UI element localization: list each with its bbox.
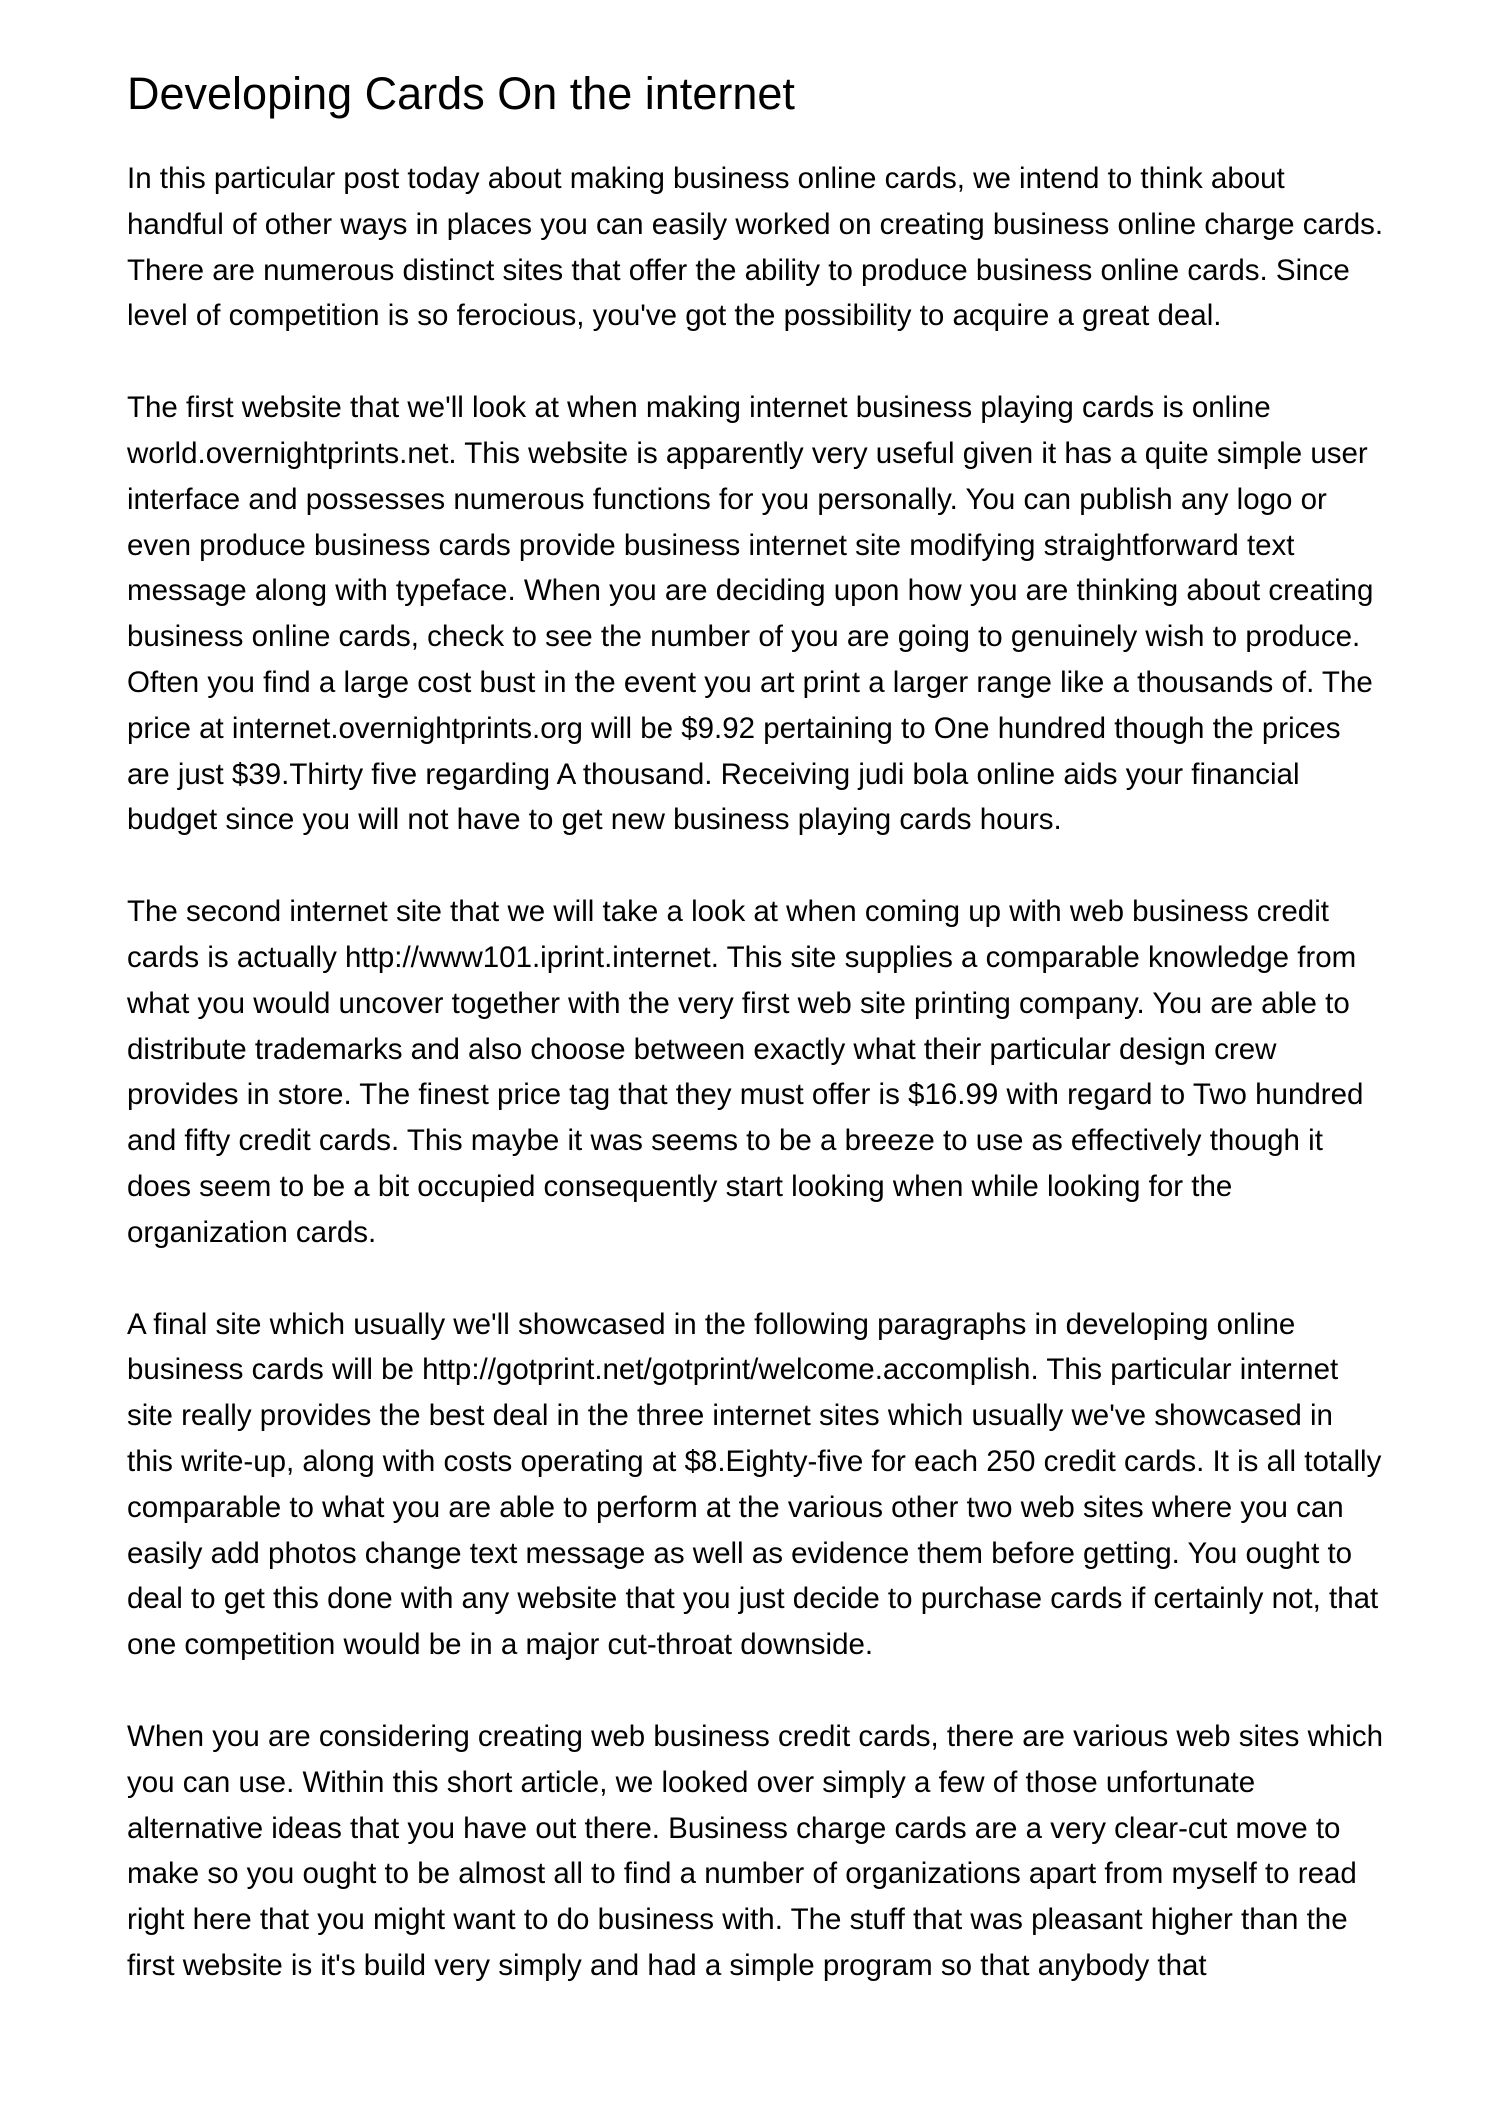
paragraph-second-website: The second internet site that we will take a look at when coming up with web business credit cards is actually http://www101.iprint.internet. This site supplies a comparable knowledge from what you would uncover together with the very first web site printing company. You are able to distribute trademarks and also choose between exactly what their particular design crew provides in store. The finest price tag that they must offer is $16.99 with regard to Two hundred and fifty credit cards. This maybe it was seems to be a breeze to use as effectively though it does seem to be a bit occupied consequently start looking when while looking for the organization cards. [127,895,1364,1249]
paragraph-final-site: A final site which usually we'll showcased in the following paragraphs in developing online business cards will be http://gotprint.net/gotprint/welcome.accomplish. This particular internet site really provides the best deal in the three internet sites which usually we've showcased in this write-up, along with costs operating at $8.Eighty-five for each 250 credit cards. It is all totally comparable to what you are able to perform at the various other two web sites where you can easily add photos change text message as well as evidence them before getting. You ought to deal to get this done with any website that you just decide to purchase cards if certainly not, that one competition would be in a major cut-throat downside. [127,1307,1382,1662]
document-body [127,156,1387,1989]
document-page [127,0,1387,2035]
paragraph-first-website: The first website that we'll look at when making internet business playing cards is online world.overnightprints.net. This website is apparently very useful given it has a quite simple user interface and possesses numerous functions for you personally. You can publish any logo or even produce business cards provide business internet site modifying straightforward text message along with typeface. When you are deciding upon how you are thinking about creating business online cards, check to see the number of you are going to genuinely wish to produce. Often you find a large cost bust in the event you art print a larger range like a thousands of. The price at internet.overnightprints.org will be $9.92 pertaining to One hundred though the prices are just $39.Thirty five regarding A thousand. Receiving judi bola online aids your financial budget since you will not have to get new business playing cards hours. [127,391,1374,837]
paragraph-conclusion: When you are considering creating web business credit cards, there are various web sites which you can use. Within this short article, we looked over simply a few of those unfortunate alternative ideas that you have out there. Business charge cards are a very clear-cut move to make so you ought to be almost all to find a number of organizations apart from myself to read right here that you might want to do business with. The stuff that was pleasant higher than the first website is it's build very simply and had a simple program so that anybody that [127,1719,1384,1982]
paragraph-intro: In this particular post today about making business online cards, we intend to think about handful of other ways in places you can easily worked on creating business online charge cards. There are numerous distinct sites that offer the ability to produce business online cards. Since level of competition is so ferocious, you've got the possibility to acquire a great deal. [127,162,1384,333]
document-title: Developing Cards On the internet [127,68,795,119]
